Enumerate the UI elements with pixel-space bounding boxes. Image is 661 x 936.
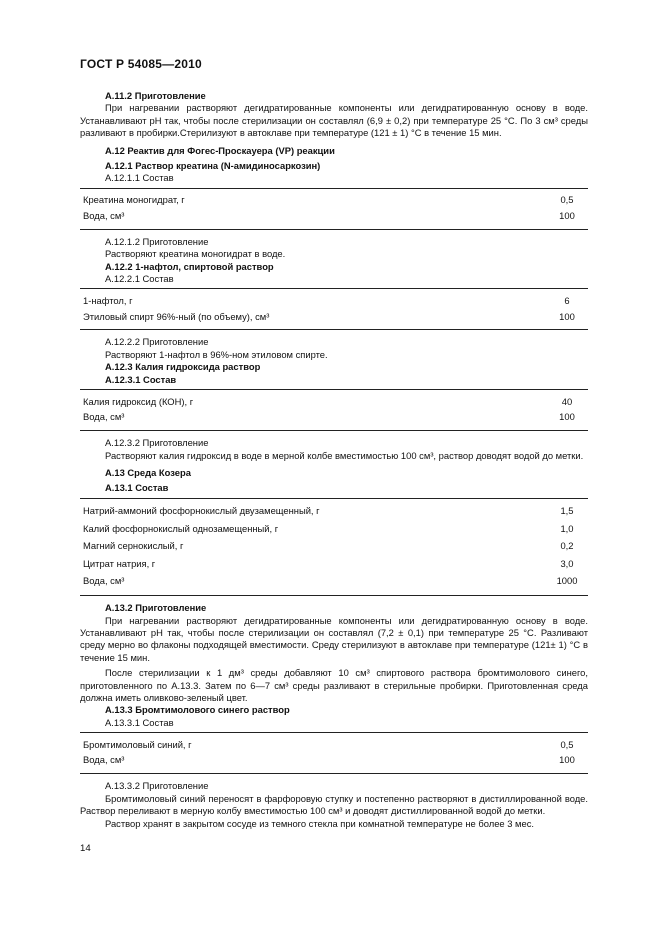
- ingredient-amount: 40: [561, 395, 573, 407]
- section-heading-a13: А.13 Среда Козера: [105, 466, 191, 478]
- ingredient-name: Натрий-аммоний фосфорнокислый двузамещенный, г: [83, 505, 320, 517]
- ingredient-name: Креатина моногидрат, г: [83, 194, 185, 206]
- table-row: [80, 293, 588, 309]
- ingredient-amount: 0,5: [560, 738, 574, 750]
- table-row: [80, 208, 588, 224]
- subsection-a12-1-1: А.12.1.1 Состав: [105, 172, 174, 184]
- paragraph-a13-2-1: При нагревании растворяют дегидратированные компоненты или дегидратированную основу в воде. Устанавливают pH так, чтобы после стерилизации он составлял (7,2 ± 0,1) при температуре 25 °С. Разливают среду мерно во флаконы подходящей вместимости. Среду стерилизуют в автоклаве при температуре (121± 1) °С в течение 15 мин.: [80, 614, 588, 663]
- table-row: [80, 753, 588, 769]
- table-row: [80, 520, 588, 538]
- composition-table-bromothymol: [80, 732, 588, 774]
- subsection-a12-1-2: А.12.1.2 Приготовление: [105, 235, 209, 247]
- ingredient-name: Вода, см³: [83, 209, 125, 221]
- table-row: [80, 573, 588, 591]
- ingredient-amount: 100: [559, 209, 575, 221]
- composition-table-koser: [80, 498, 588, 597]
- ingredient-name: Этиловый спирт 96%-ный (по объему), см³: [83, 310, 270, 322]
- table-row: [80, 394, 588, 410]
- ingredient-name: Вода, см³: [83, 575, 125, 587]
- paragraph-a12-1-2: Растворяют креатина моногидрат в воде.: [105, 248, 286, 260]
- paragraph-a12-3-2: Растворяют калия гидроксид в воде в мерной колбе вместимостью 100 см³, раствор доводят водой до метки.: [105, 449, 584, 461]
- ingredient-amount: 3,0: [560, 557, 574, 569]
- document-id-header: ГОСТ Р 54085—2010: [80, 57, 202, 71]
- ingredient-name: Магний сернокислый, г: [83, 540, 184, 552]
- ingredient-name: 1-нафтол, г: [83, 295, 133, 307]
- ingredient-name: Вода, см³: [83, 754, 125, 766]
- ingredient-amount: 1,5: [560, 505, 574, 517]
- paragraph-a11-2: При нагревании растворяют дегидратированные компоненты или дегидратированную основу в воде. Устанавливают pH так, чтобы после стерилизации он составлял (6,9 ± 0,2) при температуре 25 °С. По 3 см³ среды разливают в пробирки.Стерилизуют в автоклаве при температуре (121 ± 1) °С в течение 15 мин.: [80, 102, 588, 139]
- table-row: [80, 193, 588, 209]
- subsection-a13-1: А.13.1 Состав: [105, 482, 169, 494]
- section-heading-a12-1: А.12.1 Раствор креатина (N-амидиносаркозин): [105, 160, 321, 172]
- ingredient-name: Бромтимоловый синий, г: [83, 738, 192, 750]
- table-row: [80, 538, 588, 556]
- table-row: [80, 737, 588, 753]
- table-row: [80, 309, 588, 325]
- subsection-a12-2-1: А.12.2.1 Состав: [105, 273, 174, 285]
- paragraph-a13-2-2: После стерилизации к 1 дм³ среды добавляют 10 см³ спиртового раствора бромтимолового синего, приготовленного по А.13.3. Затем по 6—7 см³ среды разливают в стерильные пробирки. Приготовленная среда должна иметь оливково-зеленый цвет.: [80, 667, 588, 704]
- composition-table-koh: [80, 389, 588, 431]
- table-row: [80, 555, 588, 573]
- section-heading-a12-3: А.12.3 Калия гидроксида раствор: [105, 361, 261, 373]
- page-number: 14: [80, 843, 91, 854]
- section-heading-a13-2: А.13.2 Приготовление: [105, 602, 207, 614]
- ingredient-amount: 100: [559, 411, 575, 423]
- paragraph-a13-3-2-2: Раствор хранят в закрытом сосуде из темного стекла при комнатной температуре не более 3 мес.: [105, 817, 534, 829]
- ingredient-amount: 100: [559, 310, 575, 322]
- paragraph-a12-2-2: Растворяют 1-нафтол в 96%-ном этиловом спирте.: [105, 348, 328, 360]
- table-row: [80, 503, 588, 521]
- table-row: [80, 410, 588, 426]
- ingredient-amount: 0,5: [560, 194, 574, 206]
- ingredient-amount: 1,0: [560, 522, 574, 534]
- composition-table-creatine: [80, 188, 588, 230]
- subsection-a13-3-1: А.13.3.1 Состав: [105, 716, 174, 728]
- ingredient-name: Калия гидроксид (КОН), г: [83, 395, 194, 407]
- paragraph-a13-3-2-1: Бромтимоловый синий переносят в фарфоровую ступку и постепенно растворяют в дистиллированной воде. Раствор переливают в мерную колбу вместимостью 100 см³ и доводят дистиллированной водой до метки.: [80, 792, 588, 817]
- subsection-a13-3-2: А.13.3.2 Приготовление: [105, 780, 209, 792]
- ingredient-name: Вода, см³: [83, 411, 125, 423]
- ingredient-name: Цитрат натрия, г: [83, 557, 156, 569]
- section-heading-a13-3: А.13.3 Бромтимолового синего раствор: [105, 704, 290, 716]
- ingredient-amount: 100: [559, 754, 575, 766]
- subsection-a12-3-1: А.12.3.1 Состав: [105, 373, 177, 385]
- ingredient-amount: 1000: [556, 575, 578, 587]
- subsection-a12-3-2: А.12.3.2 Приготовление: [105, 437, 209, 449]
- section-heading-a12: А.12 Реактив для Фогес-Проскауера (VP) реакции: [105, 144, 335, 156]
- ingredient-amount: 6: [564, 295, 570, 307]
- subsection-a12-2-2: А.12.2.2 Приготовление: [105, 336, 209, 348]
- ingredient-amount: 0,2: [560, 540, 574, 552]
- document-body: [80, 90, 588, 830]
- ingredient-name: Калий фосфорнокислый однозамещенный, г: [83, 522, 279, 534]
- section-heading-a11-2: А.11.2 Приготовление: [105, 90, 206, 101]
- composition-table-naphthol: [80, 288, 588, 330]
- section-heading-a12-2: А.12.2 1-нафтол, спиртовой раствор: [105, 260, 274, 272]
